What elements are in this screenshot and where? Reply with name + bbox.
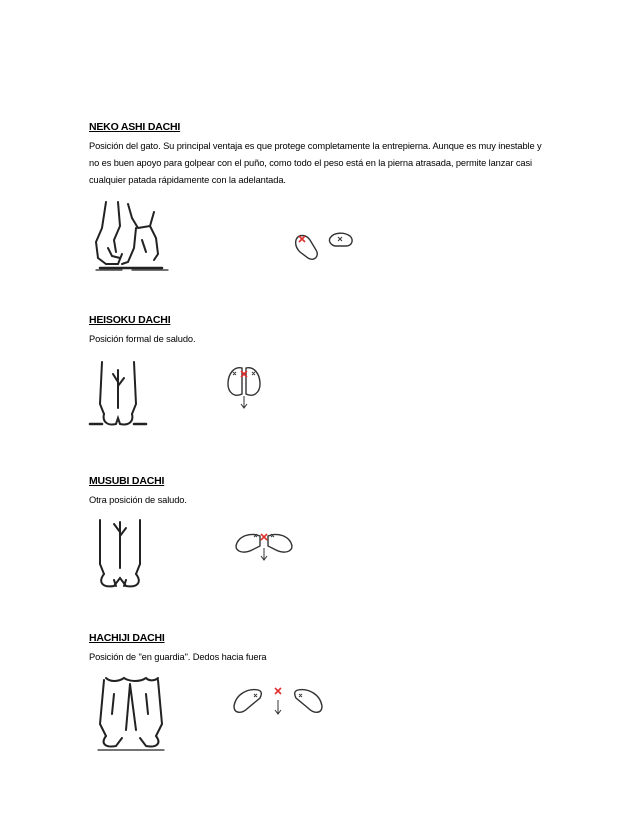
section-title-heisoku-dachi: HEISOKU DACHI xyxy=(89,314,171,326)
section-text-hachiji-dachi: Posición de "en guardia". Dedos hacia fuera xyxy=(89,652,267,662)
musubi-foot-diagram xyxy=(232,528,296,568)
section-text-neko-ashi-dachi: Posición del gato. Su principal ventaja es que protege completamente la entrepierna. Aunque es muy inestable y no es buen apoyo para golpear con el puño, como todo el peso está en la pierna atrasada, permite lanzar casi cualquier patada rápidamente con la adelantada. xyxy=(89,141,542,185)
section-title-hachiji-dachi: HACHIJI DACHI xyxy=(89,632,165,644)
hachiji-legs-illustration xyxy=(96,674,166,752)
heisoku-legs-illustration xyxy=(88,360,150,432)
musubi-legs-illustration xyxy=(94,516,146,592)
section-text-heisoku-dachi: Posición formal de saludo. xyxy=(89,334,196,344)
neko-ashi-foot-diagram xyxy=(292,226,356,266)
section-text-musubi-dachi: Otra posición de saludo. xyxy=(89,495,187,505)
heisoku-foot-diagram xyxy=(224,364,264,412)
section-title-neko-ashi-dachi: NEKO ASHI DACHI xyxy=(89,121,181,133)
section-title-musubi-dachi: MUSUBI DACHI xyxy=(89,475,165,487)
hachiji-foot-diagram xyxy=(228,684,328,724)
neko-ashi-legs-illustration xyxy=(92,198,172,276)
